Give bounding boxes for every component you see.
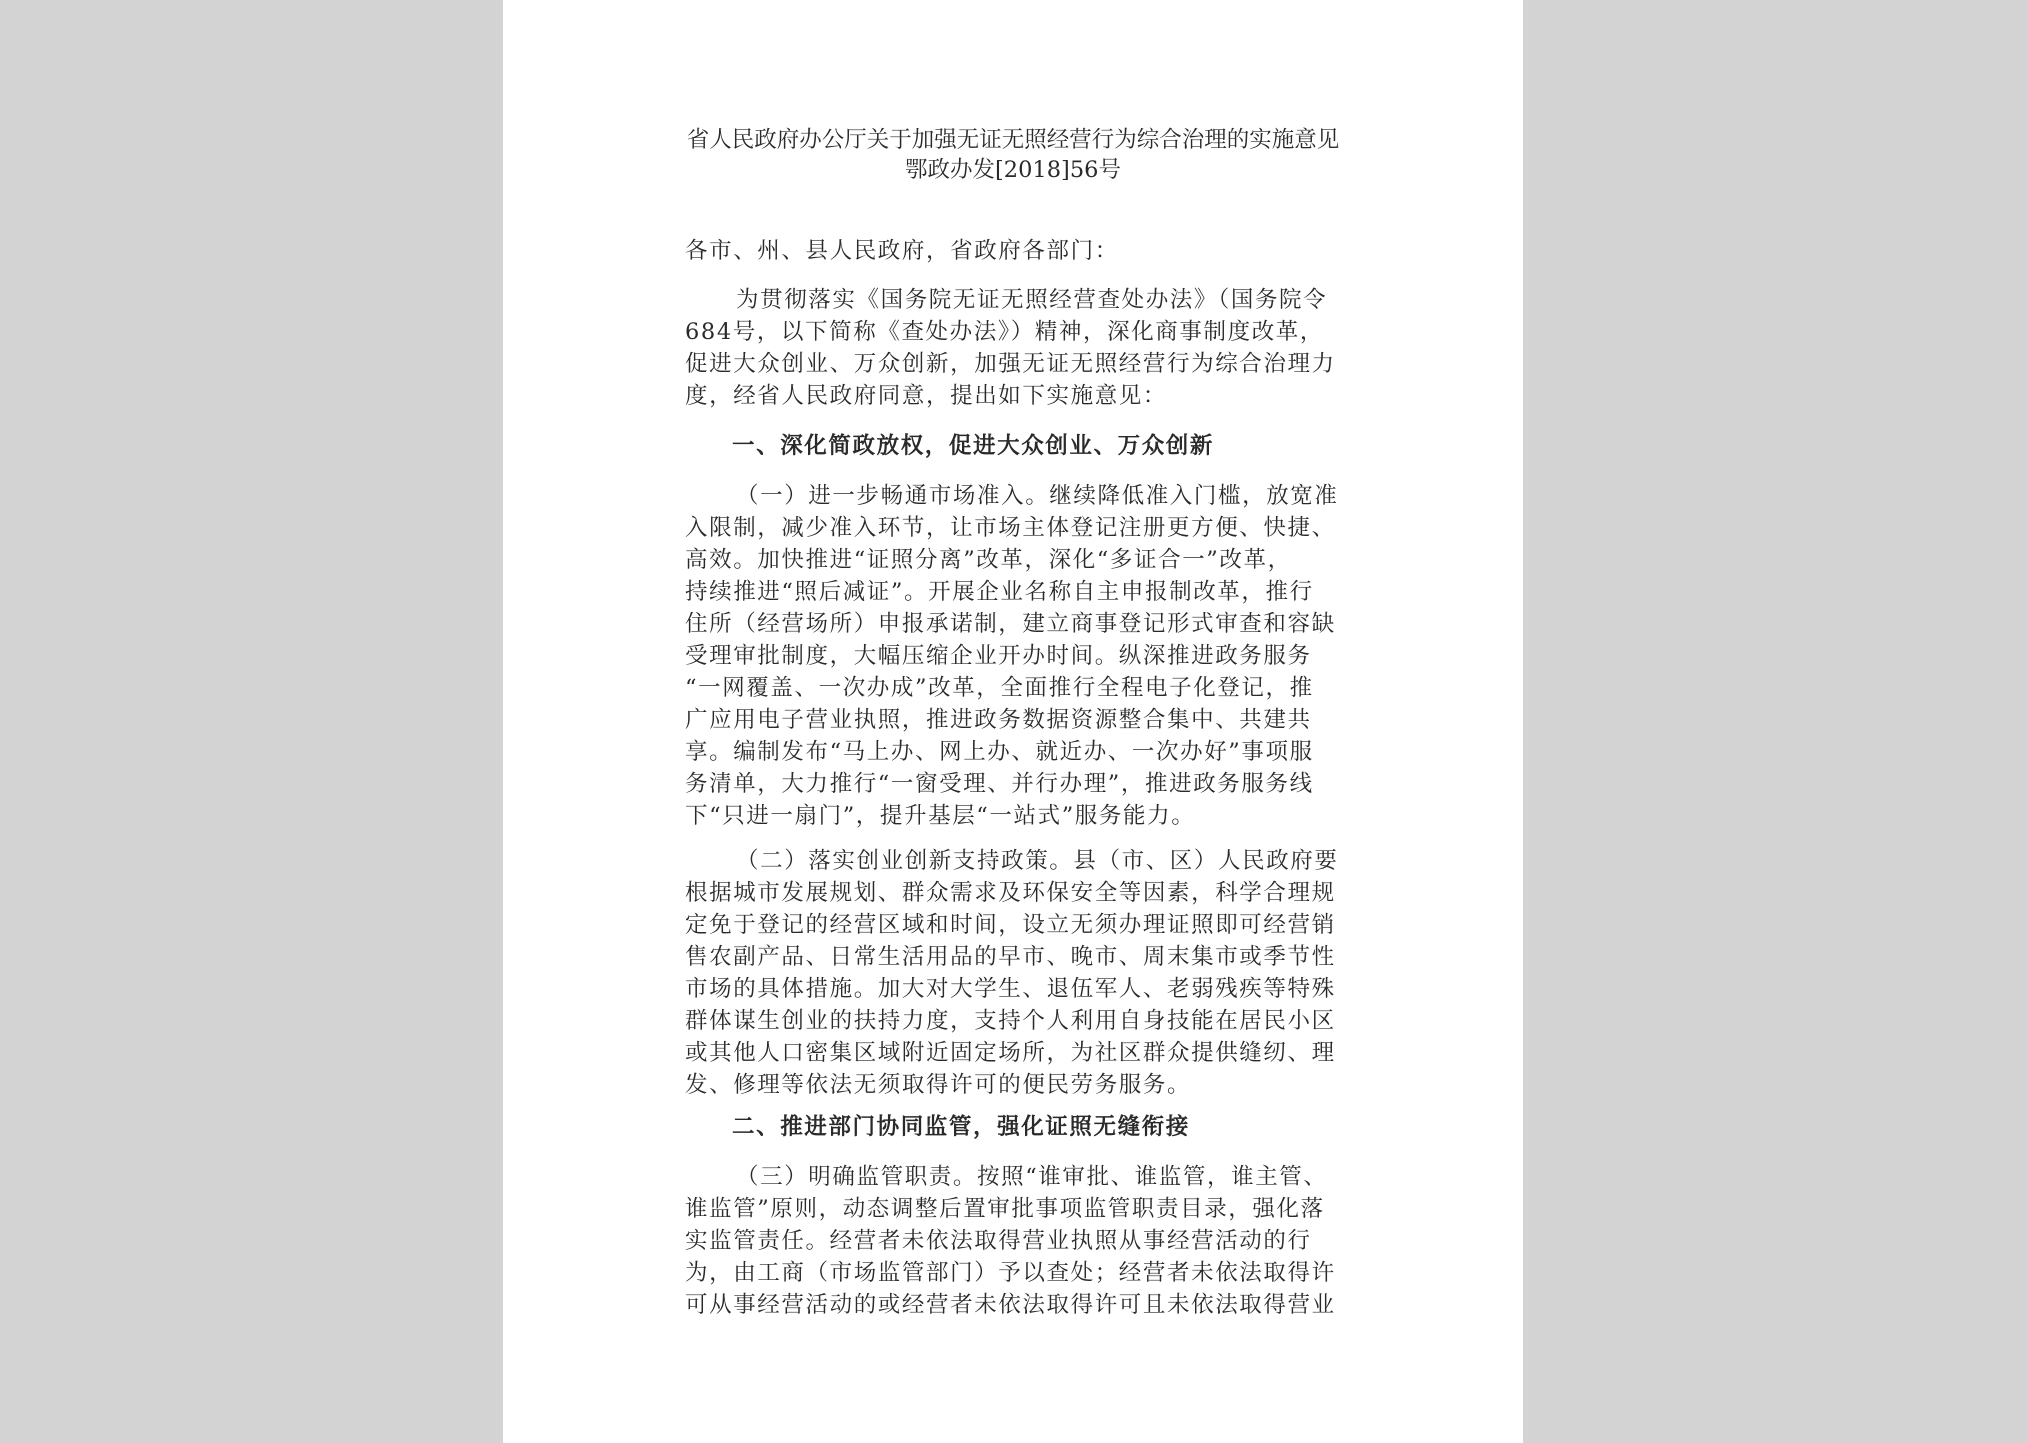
paragraph-line: 定免于登记的经营区域和时间，设立无须办理证照即可经营销 — [685, 912, 1336, 938]
intro-line: 为贯彻落实《国务院无证无照经营查处办法》（国务院令 — [736, 287, 1328, 313]
paragraph-line: 下“只进一扇门”，提升基层“一站式”服务能力。 — [685, 803, 1196, 829]
paragraph-line: 售农副产品、日常生活用品的早市、晚市、周末集市或季节性 — [685, 944, 1336, 970]
paragraph-line: 住所（经营场所）申报承诺制，建立商事登记形式审查和容缺 — [685, 611, 1336, 637]
paragraph-line: 群体谋生创业的扶持力度，支持个人利用自身技能在居民小区 — [685, 1008, 1336, 1034]
paragraph-line: （二）落实创业创新支持政策。县（市、区）人民政府要 — [736, 848, 1339, 874]
paragraph-line: 根据城市发展规划、群众需求及环保安全等因素，科学合理规 — [685, 880, 1336, 906]
paragraph-line: 实监管责任。经营者未依法取得营业执照从事经营活动的行 — [685, 1228, 1312, 1254]
paragraph-line: 高效。加快推进“证照分离”改革，深化“多证合一”改革， — [685, 547, 1292, 573]
paragraph-line: 可从事经营活动的或经营者未依法取得许可且未依法取得营业 — [685, 1292, 1336, 1318]
paragraph-line: 或其他人口密集区域附近固定场所，为社区群众提供缝纫、理 — [685, 1040, 1336, 1066]
document-title: 省人民政府办公厅关于加强无证无照经营行为综合治理的实施意见 — [686, 127, 1340, 153]
paragraph-line: 入限制，减少准入环节，让市场主体登记注册更方便、快捷、 — [685, 515, 1336, 541]
paragraph-line: 为，由工商（市场监管部门）予以查处；经营者未依法取得许 — [685, 1260, 1336, 1286]
intro-line: 684号，以下简称《查处办法》）精神，深化商事制度改革， — [685, 319, 1324, 345]
paragraph-line: 发、修理等依法无须取得许可的便民劳务服务。 — [685, 1072, 1192, 1098]
document-page — [503, 0, 1523, 1443]
paragraph-line: （三）明确监管职责。按照“谁审批、谁监管，谁主管、 — [736, 1164, 1328, 1190]
intro-line: 度，经省人民政府同意，提出如下实施意见： — [685, 383, 1168, 409]
paragraph-line: 受理审批制度，大幅压缩企业开办时间。纵深推进政务服务 — [685, 643, 1312, 669]
salutation: 各市、州、县人民政府，省政府各部门： — [685, 238, 1119, 264]
paragraph-line: （一）进一步畅通市场准入。继续降低准入门槛，放宽准 — [736, 483, 1339, 509]
paragraph-line: “一网覆盖、一次办成”改革，全面推行全程电子化登记，推 — [685, 675, 1314, 701]
intro-line: 促进大众创业、万众创新，加强无证无照经营行为综合治理力 — [685, 351, 1336, 377]
paragraph-line: 享。编制发布“马上办、网上办、就近办、一次办好”事项服 — [685, 739, 1314, 765]
paragraph-line: 广应用电子营业执照，推进政务数据资源整合集中、共建共 — [685, 707, 1312, 733]
section-heading-2: 二、推进部门协同监管，强化证照无缝衔接 — [732, 1114, 1190, 1140]
paragraph-line: 持续推进“照后减证”。开展企业名称自主申报制改革，推行 — [685, 579, 1314, 605]
document-number: 鄂政办发[2018]56号 — [905, 157, 1121, 183]
paragraph-line: 市场的具体措施。加大对大学生、退伍军人、老弱残疾等特殊 — [685, 976, 1336, 1002]
section-heading-1: 一、深化简政放权，促进大众创业、万众创新 — [732, 433, 1215, 459]
paragraph-line: 谁监管”原则，动态调整后置审批事项监管职责目录，强化落 — [685, 1196, 1325, 1222]
paragraph-line: 务清单，大力推行“一窗受理、并行办理”，推进政务服务线 — [685, 771, 1314, 797]
